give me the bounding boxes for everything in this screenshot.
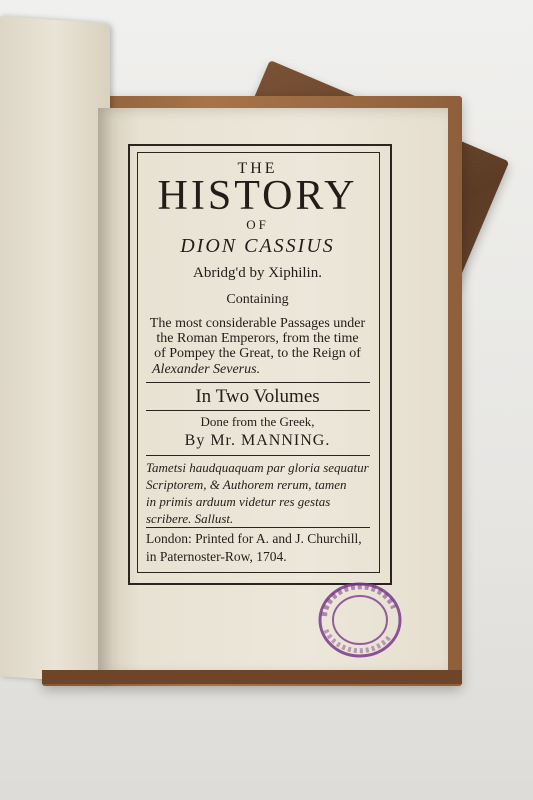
title-the: THE — [237, 160, 278, 177]
cover-edge — [42, 670, 462, 684]
rule-2 — [146, 410, 370, 411]
passage-line-1: The most considerable Passages under — [149, 316, 366, 331]
volumes-line: In Two Volumes — [195, 386, 320, 407]
abridged-line: Abridg'd by Xiphilin. — [193, 265, 322, 281]
done-from-line: Done from the Greek, — [200, 414, 315, 429]
passage-line-3: of Pompey the Great, to the Reign of — [154, 346, 361, 361]
author-name: DION CASSIUS — [180, 235, 335, 257]
rule-4 — [146, 527, 370, 528]
latin-line-3: in primis arduum videtur res gestas — [146, 494, 331, 509]
title-of: OF — [246, 217, 269, 232]
containing-line: Containing — [226, 292, 289, 307]
latin-line-1: Tametsi haudquaquam par gloria sequatur — [146, 460, 369, 475]
translator-line: By Mr. MANNING. — [184, 432, 331, 449]
rule-1 — [146, 382, 370, 383]
title-history: HISTORY — [157, 173, 358, 219]
imprint-line-1: London: Printed for A. and J. Churchill, — [146, 531, 362, 546]
latin-line-4: scribere. Sallust. — [146, 511, 234, 526]
library-stamp-icon — [314, 580, 406, 660]
imprint-line-2: in Paternoster-Row, 1704. — [146, 549, 287, 564]
passage-line-2: the Roman Emperors, from the time — [156, 331, 359, 346]
left-page — [0, 16, 110, 684]
passage-line-4: Alexander Severus. — [152, 362, 261, 377]
latin-line-2: Scriptorem, & Authorem rerum, tamen — [146, 477, 347, 492]
rule-3 — [146, 455, 370, 456]
